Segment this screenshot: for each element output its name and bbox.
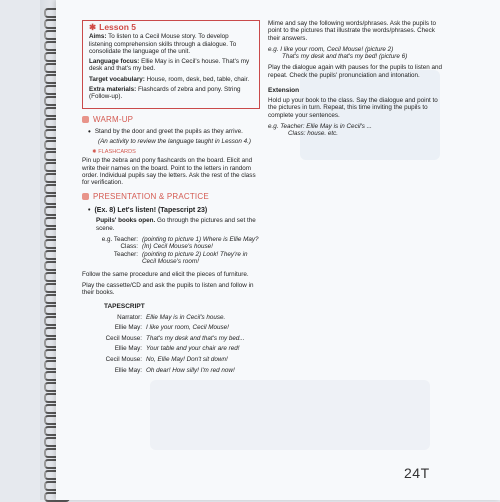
right-column [268,20,448,142]
aims-paragraph [89,33,253,55]
tapescript-line: No, Ellie May! Don't sit down! [146,355,228,363]
presentation-heading-text: PRESENTATION & PRACTICE [93,192,209,202]
presentation-icon [82,193,89,200]
focus-label: Language focus: [89,58,140,66]
books-open-paragraph [96,217,260,232]
page-number: 24T [404,465,430,481]
bullet-icon: • [88,126,91,136]
tapescript-speaker: Ellie May: [114,366,142,374]
extension-example-1: e.g. Teacher: Ellie May is in Cecil's ... [268,122,372,130]
warmup-icon [82,116,89,123]
tapescript-row [82,345,260,354]
focus-paragraph [89,58,253,73]
extension-text: Hold up your book to the class. Say the dialogue and point to the pictures in turn. Repeat, this time inviting the pupils to complete your sentences. [268,97,438,119]
materials-paragraph [89,86,253,101]
bullet-icon: • [88,207,91,215]
extension-example-2: Class: house. etc. [288,130,339,138]
focus-text: Ellie May is in Cecil's house. That's my desk and that's my bed. [89,58,250,73]
lesson-info-box [82,20,260,109]
tapescript-row [82,356,260,365]
eg-line: (In) Cecil Mouse's house! [142,243,213,251]
left-column [82,20,260,377]
tapescript-line: Ellie May is in Cecil's house. [146,313,226,321]
warmup-bullet-text: Stand by the door and greet the pupils as they arrive. [94,127,243,135]
warmup-bullet [88,128,260,135]
tapescript-row [82,335,260,344]
tapescript-row [82,314,260,323]
lesson-title [89,24,253,31]
follow-text: Follow the same procedure and elicit the pieces of furniture. [82,270,249,278]
eg-speaker: e.g. Teacher: [101,236,138,244]
warmup-note: (An activity to review the language taught in Lesson 4.) [98,137,251,145]
tapescript-line: That's my desk and that's my bed... [146,334,245,342]
eg-speaker: Teacher: [113,250,138,258]
dialogue-text: Play the dialogue again with pauses for the pupils to listen and repeat. Check the pupils' pronunciation and intonation. [268,64,442,79]
aims-label: Aims: [89,33,107,41]
mime-text: Mime and say the following words/phrases. Ask the pupils to point to the pictures that illustrate the words/phrases. Check their answers. [268,20,437,42]
eg-line: (pointing to picture 2) Look! They're in Cecil Mouse's room! [142,250,248,266]
faded-illustration-bottom [150,380,430,450]
books-open-label: Pupils' books open. [96,217,156,225]
flashcards-text: Pin up the zebra and pony flashcards on the board. Elicit and write their names on the board. Point to the letters in random order. Individual pupils say the letters. Ask the rest of the class for verification. [82,157,256,187]
warmup-heading [82,115,260,124]
eg-row [94,236,260,243]
tapescript-line: I like your room, Cecil Mouse! [146,324,229,332]
materials-text: Flashcards of zebra and pony. String (Follow-up). [89,86,241,101]
eg-speaker: Class: [120,243,138,251]
tapescript-speaker: Narrator: [117,313,142,321]
exercise-title: (Ex. 8) Let's listen! (Tapescript 23) [94,207,208,215]
tapescript-speaker: Cecil Mouse: [105,355,142,363]
mime-example-1: e.g. I like your room, Cecil Mouse! (picture 2) [268,45,394,53]
vocab-paragraph [89,76,253,83]
extension-heading: Extension [268,87,300,95]
tapescript-row [82,324,260,333]
materials-label: Extra materials: [89,86,137,94]
eg-row [94,251,260,266]
tapescript-line: Your table and your chair are red! [146,345,240,353]
mime-example-2: That's my desk and that's my bed! (picture 6) [282,53,408,61]
vocab-label: Target vocabulary: [89,75,145,83]
exercise-line [88,207,260,214]
warmup-heading-text: WARM-UP [93,114,134,124]
tapescript-speaker: Ellie May: [114,345,142,353]
tapescript-list [82,314,260,376]
star-icon: ✱ [89,22,97,32]
tapescript-speaker: Cecil Mouse: [105,334,142,342]
tapescript-heading: TAPESCRIPT [104,302,145,310]
lesson-title-text: Lesson 5 [99,22,136,32]
presentation-heading [82,192,260,201]
eg-row [94,243,260,250]
tapescript-line: Oh dear! How silly! I'm red now! [146,366,235,374]
flashcards-heading-text: FLASHCARDS [98,149,136,156]
aims-text: To listen to a Cecil Mouse story. To develop listening comprehension skills through a dialogue. To consolidate the language of the unit. [89,33,237,55]
eg-line: (pointing to picture 1) Where is Ellie May? [142,236,259,244]
tapescript-speaker: Ellie May: [114,324,142,332]
books-open-text: Go through the pictures and set the scene. [96,217,256,232]
sparkle-icon: ✸ [92,149,97,156]
play-text: Play the cassette/CD and ask the pupils to listen and follow in their books. [82,281,254,297]
eg-dialog [82,236,260,266]
tapescript-row [82,367,260,376]
vocab-text: House, room, desk, bed, table, chair. [146,75,250,83]
flashcards-heading [92,149,260,155]
